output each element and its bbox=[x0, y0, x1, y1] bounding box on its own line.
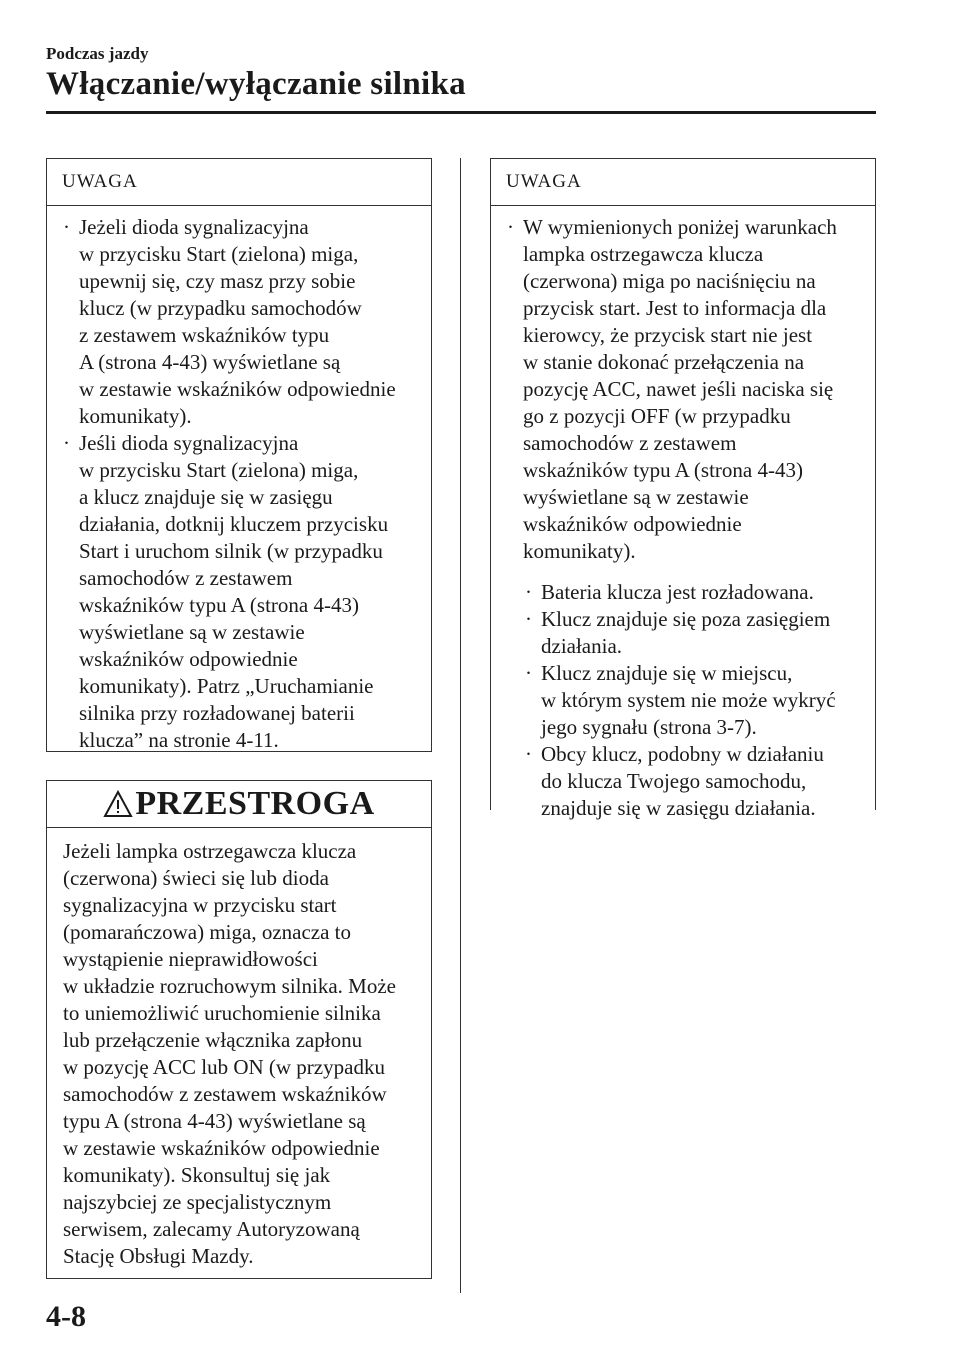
text-line: W wymienionych poniżej warunkach bbox=[523, 215, 837, 239]
text-line: wskaźników odpowiednie bbox=[523, 512, 742, 536]
text-line: najszybciej ze specjalistycznym bbox=[63, 1190, 332, 1214]
warning-heading: PRZESTROGA bbox=[135, 785, 375, 822]
text-line: wskaźników typu A (strona 4-43) bbox=[523, 458, 803, 482]
text-line: samochodów z zestawem wskaźników bbox=[63, 1082, 387, 1106]
text-line: Obcy klucz, podobny w działaniu bbox=[541, 742, 824, 766]
note-body bbox=[491, 206, 875, 822]
warning-header bbox=[47, 781, 431, 828]
text-line: w przycisku Start (zielona) miga, bbox=[79, 242, 359, 266]
text-line: komunikaty). Patrz „Uruchamianie bbox=[79, 674, 374, 698]
text-line: z zestawem wskaźników typu bbox=[79, 323, 330, 347]
warning-box bbox=[46, 780, 432, 1279]
text-line: w pozycję ACC lub ON (w przypadku bbox=[63, 1055, 385, 1079]
page-title: Włączanie/wyłączanie silnika bbox=[46, 66, 466, 102]
note-box-left bbox=[46, 158, 432, 752]
text-line: (pomarańczowa) miga, oznacza to bbox=[63, 920, 352, 944]
text-line: typu A (strona 4-43) wyświetlane są bbox=[63, 1109, 366, 1133]
text-line: znajduje się w zasięgu działania. bbox=[541, 796, 816, 820]
title-rule bbox=[46, 111, 876, 114]
text-line: Jeśli dioda sygnalizacyjna bbox=[79, 431, 299, 455]
text-line: klucz (w przypadku samochodów bbox=[79, 296, 362, 320]
text-line: A (strona 4-43) wyświetlane są bbox=[79, 350, 341, 374]
text-line: sygnalizacyjna w przycisku start bbox=[63, 893, 337, 917]
note-left-item-2-text bbox=[79, 430, 419, 754]
text-line: Klucz znajduje się w miejscu, bbox=[541, 661, 793, 685]
note-body bbox=[47, 206, 431, 754]
text-line: w zestawie wskaźników odpowiednie bbox=[79, 377, 396, 401]
list-item bbox=[523, 741, 863, 822]
note-right-item-text bbox=[523, 214, 863, 565]
bullet-icon: · bbox=[63, 431, 70, 455]
text-line: w przycisku Start (zielona) miga, bbox=[79, 458, 359, 482]
text-line: serwisem, zalecamy Autoryzowaną bbox=[63, 1217, 360, 1241]
text-line: lub przełączenie włącznika zapłonu bbox=[63, 1028, 363, 1052]
text-line: komunikaty). bbox=[523, 539, 636, 563]
text-line: Jeżeli dioda sygnalizacyjna bbox=[79, 215, 309, 239]
text-line: jego sygnału (strona 3-7). bbox=[541, 715, 757, 739]
text-line: samochodów z zestawem bbox=[523, 431, 737, 455]
text-line: Jeżeli lampka ostrzegawcza klucza bbox=[63, 839, 357, 863]
text-line: silnika przy rozładowanej baterii bbox=[79, 701, 355, 725]
text-line: wystąpienie nieprawidłowości bbox=[63, 947, 318, 971]
text-line: wskaźników typu A (strona 4-43) bbox=[79, 593, 359, 617]
text-line: w zestawie wskaźników odpowiednie bbox=[63, 1136, 380, 1160]
list-item bbox=[505, 214, 863, 565]
note-box-right bbox=[490, 158, 876, 820]
text-line: a klucz znajduje się w zasięgu bbox=[79, 485, 333, 509]
condition-list bbox=[505, 579, 863, 822]
text-line: to uniemożliwić uruchomienie silnika bbox=[63, 1001, 381, 1025]
text-line: komunikaty). Skonsultuj się jak bbox=[63, 1163, 331, 1187]
text-line: komunikaty). bbox=[79, 404, 192, 428]
text-line: (czerwona) świeci się lub dioda bbox=[63, 866, 329, 890]
list-item bbox=[61, 430, 419, 754]
text-line: Klucz znajduje się poza zasięgiem bbox=[541, 607, 831, 631]
text-line: do klucza Twojego samochodu, bbox=[541, 769, 807, 793]
text-line: działania. bbox=[541, 634, 623, 658]
condition-text bbox=[541, 660, 863, 741]
text-line: upewnij się, czy masz przy sobie bbox=[79, 269, 356, 293]
warning-text bbox=[47, 828, 431, 1270]
bullet-icon: · bbox=[525, 661, 532, 685]
condition-text bbox=[541, 579, 863, 606]
column-divider bbox=[460, 158, 461, 1293]
text-line: samochodów z zestawem bbox=[79, 566, 293, 590]
text-line: go z pozycji OFF (w przypadku bbox=[523, 404, 791, 428]
bullet-icon: · bbox=[63, 215, 70, 239]
condition-text bbox=[541, 606, 863, 660]
text-line: klucza” na stronie 4-11. bbox=[79, 728, 279, 752]
text-line: wyświetlane są w zestawie bbox=[523, 485, 749, 509]
text-line: wyświetlane są w zestawie bbox=[79, 620, 305, 644]
list-item bbox=[61, 214, 419, 430]
text-line: (czerwona) miga po naciśnięciu na bbox=[523, 269, 816, 293]
list-item bbox=[523, 579, 863, 606]
text-line: działania, dotknij kluczem przycisku bbox=[79, 512, 389, 536]
list-item bbox=[523, 606, 863, 660]
bullet-icon: · bbox=[525, 580, 532, 604]
bullet-icon: · bbox=[525, 742, 532, 766]
list-item bbox=[523, 660, 863, 741]
text-line: przycisk start. Jest to informacja dla bbox=[523, 296, 827, 320]
condition-text bbox=[541, 741, 863, 822]
text-line: Bateria klucza jest rozładowana. bbox=[541, 580, 814, 604]
text-line: wskaźników odpowiednie bbox=[79, 647, 298, 671]
bullet-icon: · bbox=[525, 607, 532, 631]
page-number: 4-8 bbox=[46, 1300, 86, 1333]
text-line: pozycję ACC, nawet jeśli naciska się bbox=[523, 377, 834, 401]
note-left-item-1-text bbox=[79, 214, 419, 430]
text-line: w którym system nie może wykryć bbox=[541, 688, 836, 712]
text-line: w układzie rozruchowym silnika. Może bbox=[63, 974, 396, 998]
text-line: w stanie dokonać przełączenia na bbox=[523, 350, 805, 374]
text-line: Start i uruchom silnik (w przypadku bbox=[79, 539, 383, 563]
warning-triangle-icon bbox=[103, 790, 133, 818]
bullet-icon: · bbox=[507, 215, 514, 239]
text-line: Stację Obsługi Mazdy. bbox=[63, 1244, 254, 1268]
note-heading: UWAGA bbox=[491, 159, 875, 206]
text-line: lampka ostrzegawcza klucza bbox=[523, 242, 764, 266]
section-label: Podczas jazdy bbox=[46, 44, 149, 63]
text-line: kierowcy, że przycisk start nie jest bbox=[523, 323, 813, 347]
note-heading: UWAGA bbox=[47, 159, 431, 206]
